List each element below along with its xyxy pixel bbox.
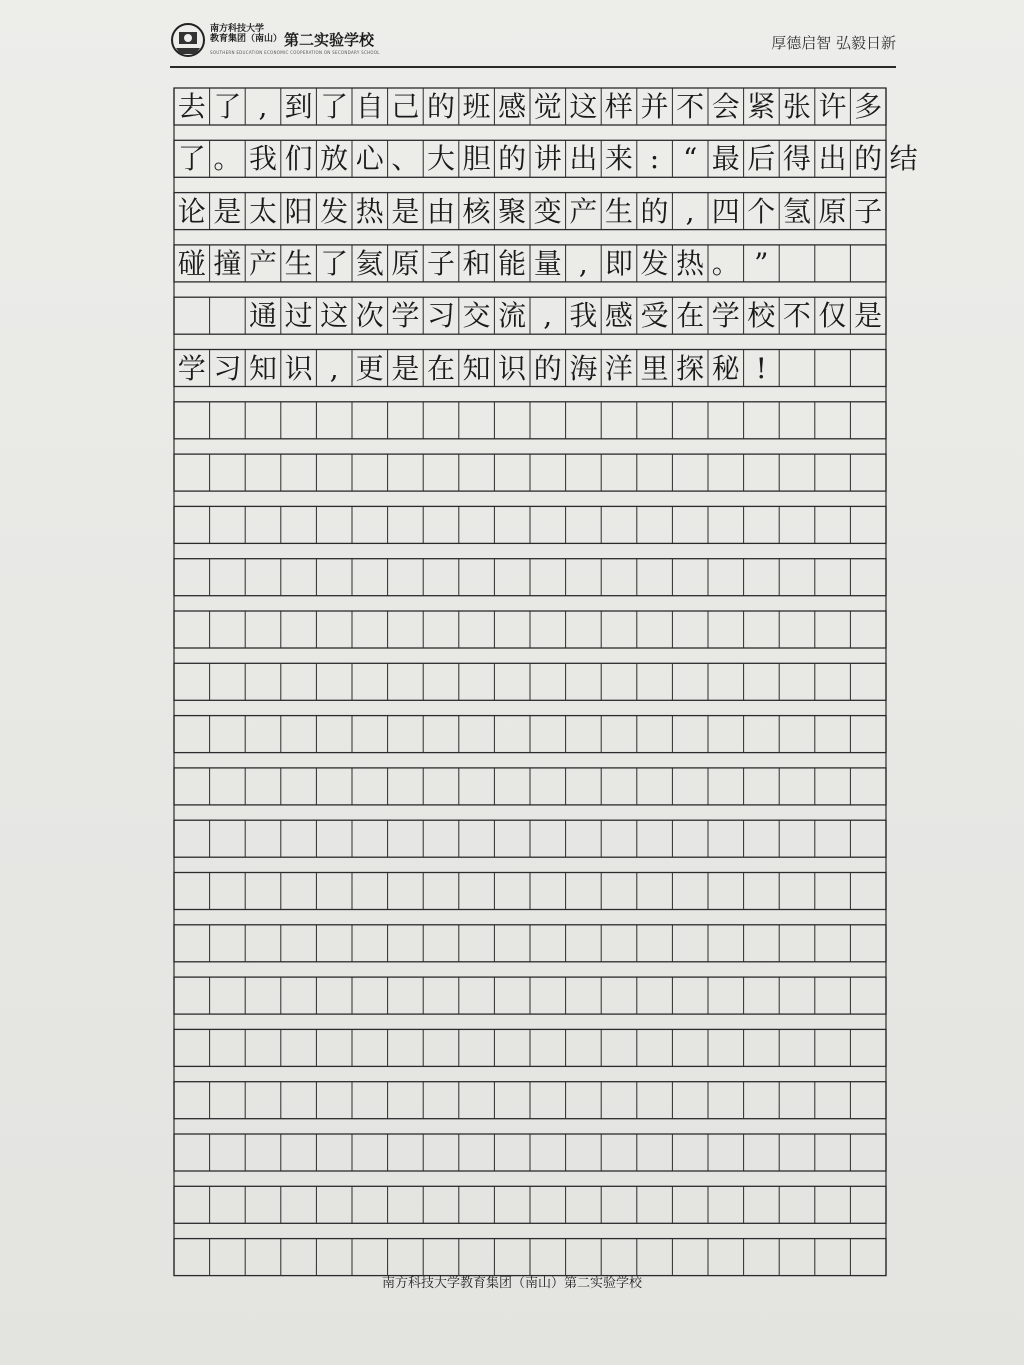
- essay-char: 阳: [284, 194, 313, 228]
- essay-char: [779, 350, 815, 387]
- essay-char: 来: [604, 142, 633, 176]
- essay-char: 讲: [533, 142, 562, 176]
- logo-line-2: 教育集团（南山）: [210, 34, 283, 44]
- essay-char: 探: [676, 351, 705, 385]
- essay-char: 许: [818, 90, 847, 123]
- essay-char: 己: [391, 90, 420, 123]
- essay-char: 知: [248, 351, 277, 385]
- essay-char: 大: [426, 142, 455, 176]
- essay-char: 生: [284, 246, 313, 280]
- essay-char: 学: [177, 351, 206, 385]
- essay-char: 习: [213, 351, 242, 385]
- essay-char: 觉: [533, 90, 562, 123]
- essay-char: 了: [320, 246, 349, 280]
- essay-char: 不: [782, 299, 811, 333]
- essay-char: 是: [391, 194, 420, 228]
- essay-char: 感: [604, 299, 633, 333]
- essay-char: 由: [426, 194, 455, 228]
- essay-char: 个: [747, 194, 776, 228]
- essay-char: 习: [426, 299, 455, 333]
- essay-char: ,: [578, 246, 588, 280]
- essay-char: 发: [320, 194, 349, 228]
- essay-char: [850, 350, 886, 387]
- essay-char: 次: [355, 299, 384, 333]
- essay-char: [779, 245, 815, 282]
- essay-char: 知: [462, 351, 491, 385]
- essay-char: 量: [533, 246, 562, 280]
- essay-char: 得: [782, 142, 811, 176]
- essay-char: ,: [329, 351, 339, 385]
- essay-char: 过: [284, 299, 313, 333]
- essay-char: 去: [177, 90, 206, 123]
- essay-char: 的: [854, 142, 883, 176]
- essay-line: [174, 88, 886, 125]
- essay-char: 。: [711, 246, 740, 280]
- essay-char: 原: [818, 194, 847, 228]
- essay-char: 聚: [498, 194, 527, 228]
- essay-char: 热: [676, 246, 705, 280]
- essay-char: 紧: [747, 90, 776, 123]
- essay-char: 学: [391, 299, 420, 333]
- essay-char: ,: [258, 90, 268, 123]
- essay-char: 张: [782, 90, 811, 123]
- essay-char: 产: [569, 194, 598, 228]
- essay-char: 的: [498, 142, 527, 176]
- essay-char: 、: [391, 142, 420, 176]
- essay-char: 热: [355, 194, 384, 228]
- essay-char: 到: [284, 90, 313, 123]
- essay-char: 了: [177, 142, 206, 176]
- essay-char: 洋: [604, 351, 633, 385]
- essay-char: 是: [854, 299, 883, 333]
- essay-line: [174, 350, 886, 387]
- essay-char: 在: [426, 351, 455, 385]
- essay-char: 子: [854, 194, 883, 228]
- essay-char: 海: [569, 351, 598, 385]
- essay-char: 氦: [355, 246, 384, 280]
- essay-char: 仅: [818, 299, 847, 333]
- essay-char: ,: [685, 194, 695, 228]
- essay-char: 我: [569, 299, 598, 333]
- essay-char: :: [649, 142, 660, 176]
- essay-char: 后: [747, 142, 776, 176]
- essay-char: 和: [462, 246, 491, 280]
- essay-char: 了: [320, 90, 349, 123]
- essay-char: 论: [177, 194, 206, 228]
- essay-char: 核: [462, 194, 491, 228]
- essay-char: 胆: [462, 142, 491, 176]
- essay-char: 会: [711, 90, 740, 123]
- essay-char: 的: [426, 90, 455, 123]
- essay-char: 产: [248, 246, 277, 280]
- essay-char: 放: [320, 142, 349, 176]
- essay-line: [174, 140, 921, 177]
- school-name: 第二实验学校: [284, 31, 375, 49]
- essay-char: 这: [320, 299, 349, 333]
- essay-char: 即: [604, 246, 633, 280]
- essay-char: 秘: [711, 351, 740, 385]
- essay-char: 不: [676, 90, 705, 123]
- essay-char: 氢: [782, 194, 811, 228]
- essay-char: [815, 245, 851, 282]
- essay-char: 结: [889, 142, 918, 176]
- essay-char: 更: [355, 351, 384, 385]
- essay-char: 校: [747, 299, 776, 333]
- essay-char: 并: [640, 90, 669, 123]
- essay-char: 是: [213, 194, 242, 228]
- essay-char: 受: [640, 299, 669, 333]
- essay-char: 识: [498, 351, 527, 385]
- essay-char: ”: [754, 246, 769, 280]
- logo-line-1: 南方科技大学: [210, 24, 265, 34]
- essay-char: 发: [640, 246, 669, 280]
- essay-char: 自: [355, 90, 384, 123]
- essay-char: 流: [498, 299, 527, 333]
- essay-char: [210, 297, 246, 334]
- essay-char: 班: [462, 90, 491, 123]
- essay-char: ,: [543, 299, 553, 333]
- essay-char: 出: [569, 142, 598, 176]
- essay-char: [815, 350, 851, 387]
- essay-line: [174, 245, 886, 282]
- essay-char: 出: [818, 142, 847, 176]
- essay-char: 变: [533, 194, 562, 228]
- essay-char: [174, 297, 210, 334]
- essay-char: 的: [533, 351, 562, 385]
- essay-char: 里: [640, 351, 669, 385]
- essay-char: [850, 245, 886, 282]
- essay-char: !: [755, 351, 767, 385]
- page-footer: 南方科技大学教育集团（南山）第二实验学校: [381, 1276, 642, 1291]
- essay-char: 我: [248, 142, 277, 176]
- essay-char: 撞: [213, 246, 242, 280]
- essay-char: 碰: [177, 246, 206, 280]
- essay-char: 是: [391, 351, 420, 385]
- essay-char: 们: [284, 142, 313, 176]
- essay-char: 能: [498, 246, 527, 280]
- essay-char: 通: [248, 299, 277, 333]
- essay-char: 识: [284, 351, 313, 385]
- essay-char: 多: [854, 90, 883, 123]
- essay-char: 学: [711, 299, 740, 333]
- essay-char: 这: [569, 90, 598, 123]
- logo-english-text: SOUTHERN EDUCATION ECONOMIC COOPERATION ON SECONDARY SCHOOL: [210, 50, 380, 55]
- essay-char: 生: [604, 194, 633, 228]
- essay-line: [174, 193, 886, 230]
- essay-char: 。: [213, 142, 242, 176]
- essay-char: 最: [711, 142, 740, 176]
- essay-char: 心: [355, 142, 384, 176]
- essay-char: 四: [711, 194, 740, 228]
- essay-char: 在: [676, 299, 705, 333]
- school-motto: 厚德启智 弘毅日新: [771, 34, 896, 52]
- essay-char: 感: [498, 90, 527, 123]
- essay-char: 子: [426, 246, 455, 280]
- essay-char: 原: [391, 246, 420, 280]
- essay-char: “: [682, 142, 698, 176]
- essay-char: 太: [248, 194, 277, 228]
- essay-char: 了: [213, 90, 242, 123]
- essay-char: 交: [462, 299, 491, 333]
- essay-line: [174, 297, 886, 334]
- essay-char: 样: [604, 90, 633, 123]
- essay-char: 的: [640, 194, 669, 228]
